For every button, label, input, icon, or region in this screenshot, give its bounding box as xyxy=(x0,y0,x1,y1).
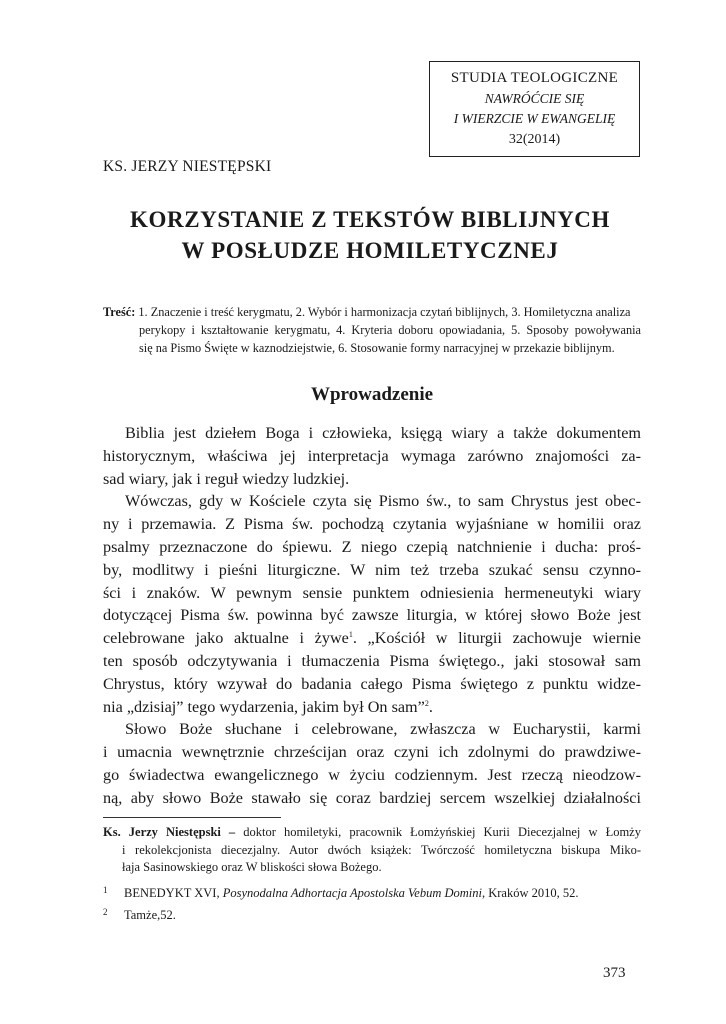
body-line-with-footnote-2 xyxy=(103,696,641,719)
title-line-2: W POSŁUDZE HOMILETYCZNEJ xyxy=(181,238,559,263)
footnote-title: Posynodalna Adhortacja Apostolska Vebum Domini xyxy=(222,886,482,900)
table-of-contents xyxy=(103,303,641,357)
author-note-name: Ks. Jerzy Niestępski – xyxy=(103,825,236,839)
page-number: 373 xyxy=(603,965,626,981)
body-line: go świadectwa ewangelicznego w życiu codziennym. Jest rzeczą nieodzow- xyxy=(103,765,641,784)
body-line: by, modlitwy i pieśni liturgiczne. W nim też trzeba szukać sensu czynno- xyxy=(103,560,641,579)
body-line: sad wiary, jak i reguł wiedzy ludzkiej. xyxy=(103,469,350,488)
article-author: KS. JERZY NIESTĘPSKI xyxy=(103,158,272,175)
body-text-segment: . xyxy=(428,697,433,716)
author-note-line-3: łaja Sasinowskiego oraz W bliskości słowa Bożego. xyxy=(122,860,382,874)
body-line: i umacnia wewnętrznie chrześcijan oraz czyni ich zdolnymi do prawdziwe- xyxy=(103,743,641,762)
body-text-segment: nia „dzisiaj” tego wydarzenia, jakim był On sam” xyxy=(103,697,425,716)
body-line: Biblia jest dziełem Boga i człowieka, księgą wiary a także dokumentem xyxy=(125,424,641,442)
footnote-text: , Kraków 2010, 52. xyxy=(481,886,579,900)
footnote-number: 1 xyxy=(103,885,108,895)
section-heading: Wprowadzenie xyxy=(310,384,434,405)
author-note-line-1 xyxy=(103,824,641,842)
body-line: ści i znaków. W pewnym sensie punktem odniesienia hermeneutyki wiary xyxy=(103,583,641,602)
title-line-1: KORZYSTANIE Z TEKSTÓW BIBLIJNYCH xyxy=(130,207,610,232)
journal-issue: 32(2014) xyxy=(508,132,561,147)
body-text-segment: celebrowane jako aktualne i żywe xyxy=(103,629,349,648)
contents-label: Treść: xyxy=(103,305,136,319)
body-line: ny i przemawia. Z Pisma św. pochodzą czytania wyjaśniane w homilii oraz xyxy=(103,515,641,534)
footnote-text: Tamże,52. xyxy=(124,908,176,922)
contents-line-1-text: 1. Znaczenie i treść kerygmatu, 2. Wybór i harmonizacja czytań biblijnych, 3. Homiletyczna analiza xyxy=(135,305,631,319)
author-note xyxy=(103,824,641,877)
footnotes xyxy=(103,881,641,925)
footnote-reference-2[interactable]: 2 xyxy=(424,698,429,708)
body-line: psalmy przeznaczone do śpiewu. Z niego czepią natchnienie i ducha: proś- xyxy=(103,537,641,556)
footnote-2 xyxy=(103,903,641,925)
journal-name: STUDIA TEOLOGICZNE xyxy=(450,70,619,86)
footnote-1 xyxy=(103,881,641,903)
author-note-text: doktor homiletyki, pracownik Łomżyńskiej Kurii Diecezjalnej w Łomży xyxy=(235,825,641,839)
contents-line-1 xyxy=(103,303,641,321)
footnote-text: BENEDYKT XVI, xyxy=(124,886,223,900)
footnote-reference-1[interactable]: 1 xyxy=(348,630,353,640)
author-note-line-2: i rekolekcjonista diecezjalny. Autor dwóch książek: Twórczość homiletyczna biskupa Miko- xyxy=(122,842,641,857)
article-title xyxy=(90,204,650,266)
journal-subtitle-line1: NAWRÓĆCIE SIĘ xyxy=(484,91,585,106)
body-line: Wówczas, gdy w Kościele czyta się Pismo św., to sam Chrystus jest obec- xyxy=(125,492,641,511)
footnote-separator xyxy=(103,817,281,818)
body-line: dotyczącej Pisma św. powinna być zawsze liturgia, w której słowo Boże jest xyxy=(103,606,641,625)
journal-subtitle-line2: I WIERZCIE W EWANGELIĘ xyxy=(453,111,616,126)
contents-line-3: się na Pismo Święte w kaznodziejstwie, 6. Stosowanie formy narracyjnej w przekazie biblijnym. xyxy=(139,341,615,355)
body-line: historycznym, właściwa jej interpretacja wymaga zarówno znajomości za- xyxy=(103,446,641,465)
footnote-number: 2 xyxy=(103,907,108,917)
body-line: Chrystus, który wzywał do badania całego Pisma świętego z punktu widze- xyxy=(103,674,641,693)
body-line: ten sposób odczytywania i tłumaczenia Pisma świętego., jaki stosował sam xyxy=(103,651,641,670)
contents-line-2: perykopy i kształtowanie kerygmatu, 4. Kryteria doboru opowiadania, 5. Sposoby powoływania xyxy=(139,323,641,337)
body-line: ną, aby słowo Boże stawało się coraz bardziej sercem wszelkiej działalności xyxy=(103,788,641,807)
body-text-segment: . „Kościół w liturgii zachowuje wiernie xyxy=(352,629,641,648)
body-line: Słowo Boże słuchane i celebrowane, zwłaszcza w Eucharystii, karmi xyxy=(125,720,641,739)
journal-header-box xyxy=(429,61,640,157)
body-line-with-footnote-1 xyxy=(103,627,641,650)
article-body xyxy=(103,422,641,810)
